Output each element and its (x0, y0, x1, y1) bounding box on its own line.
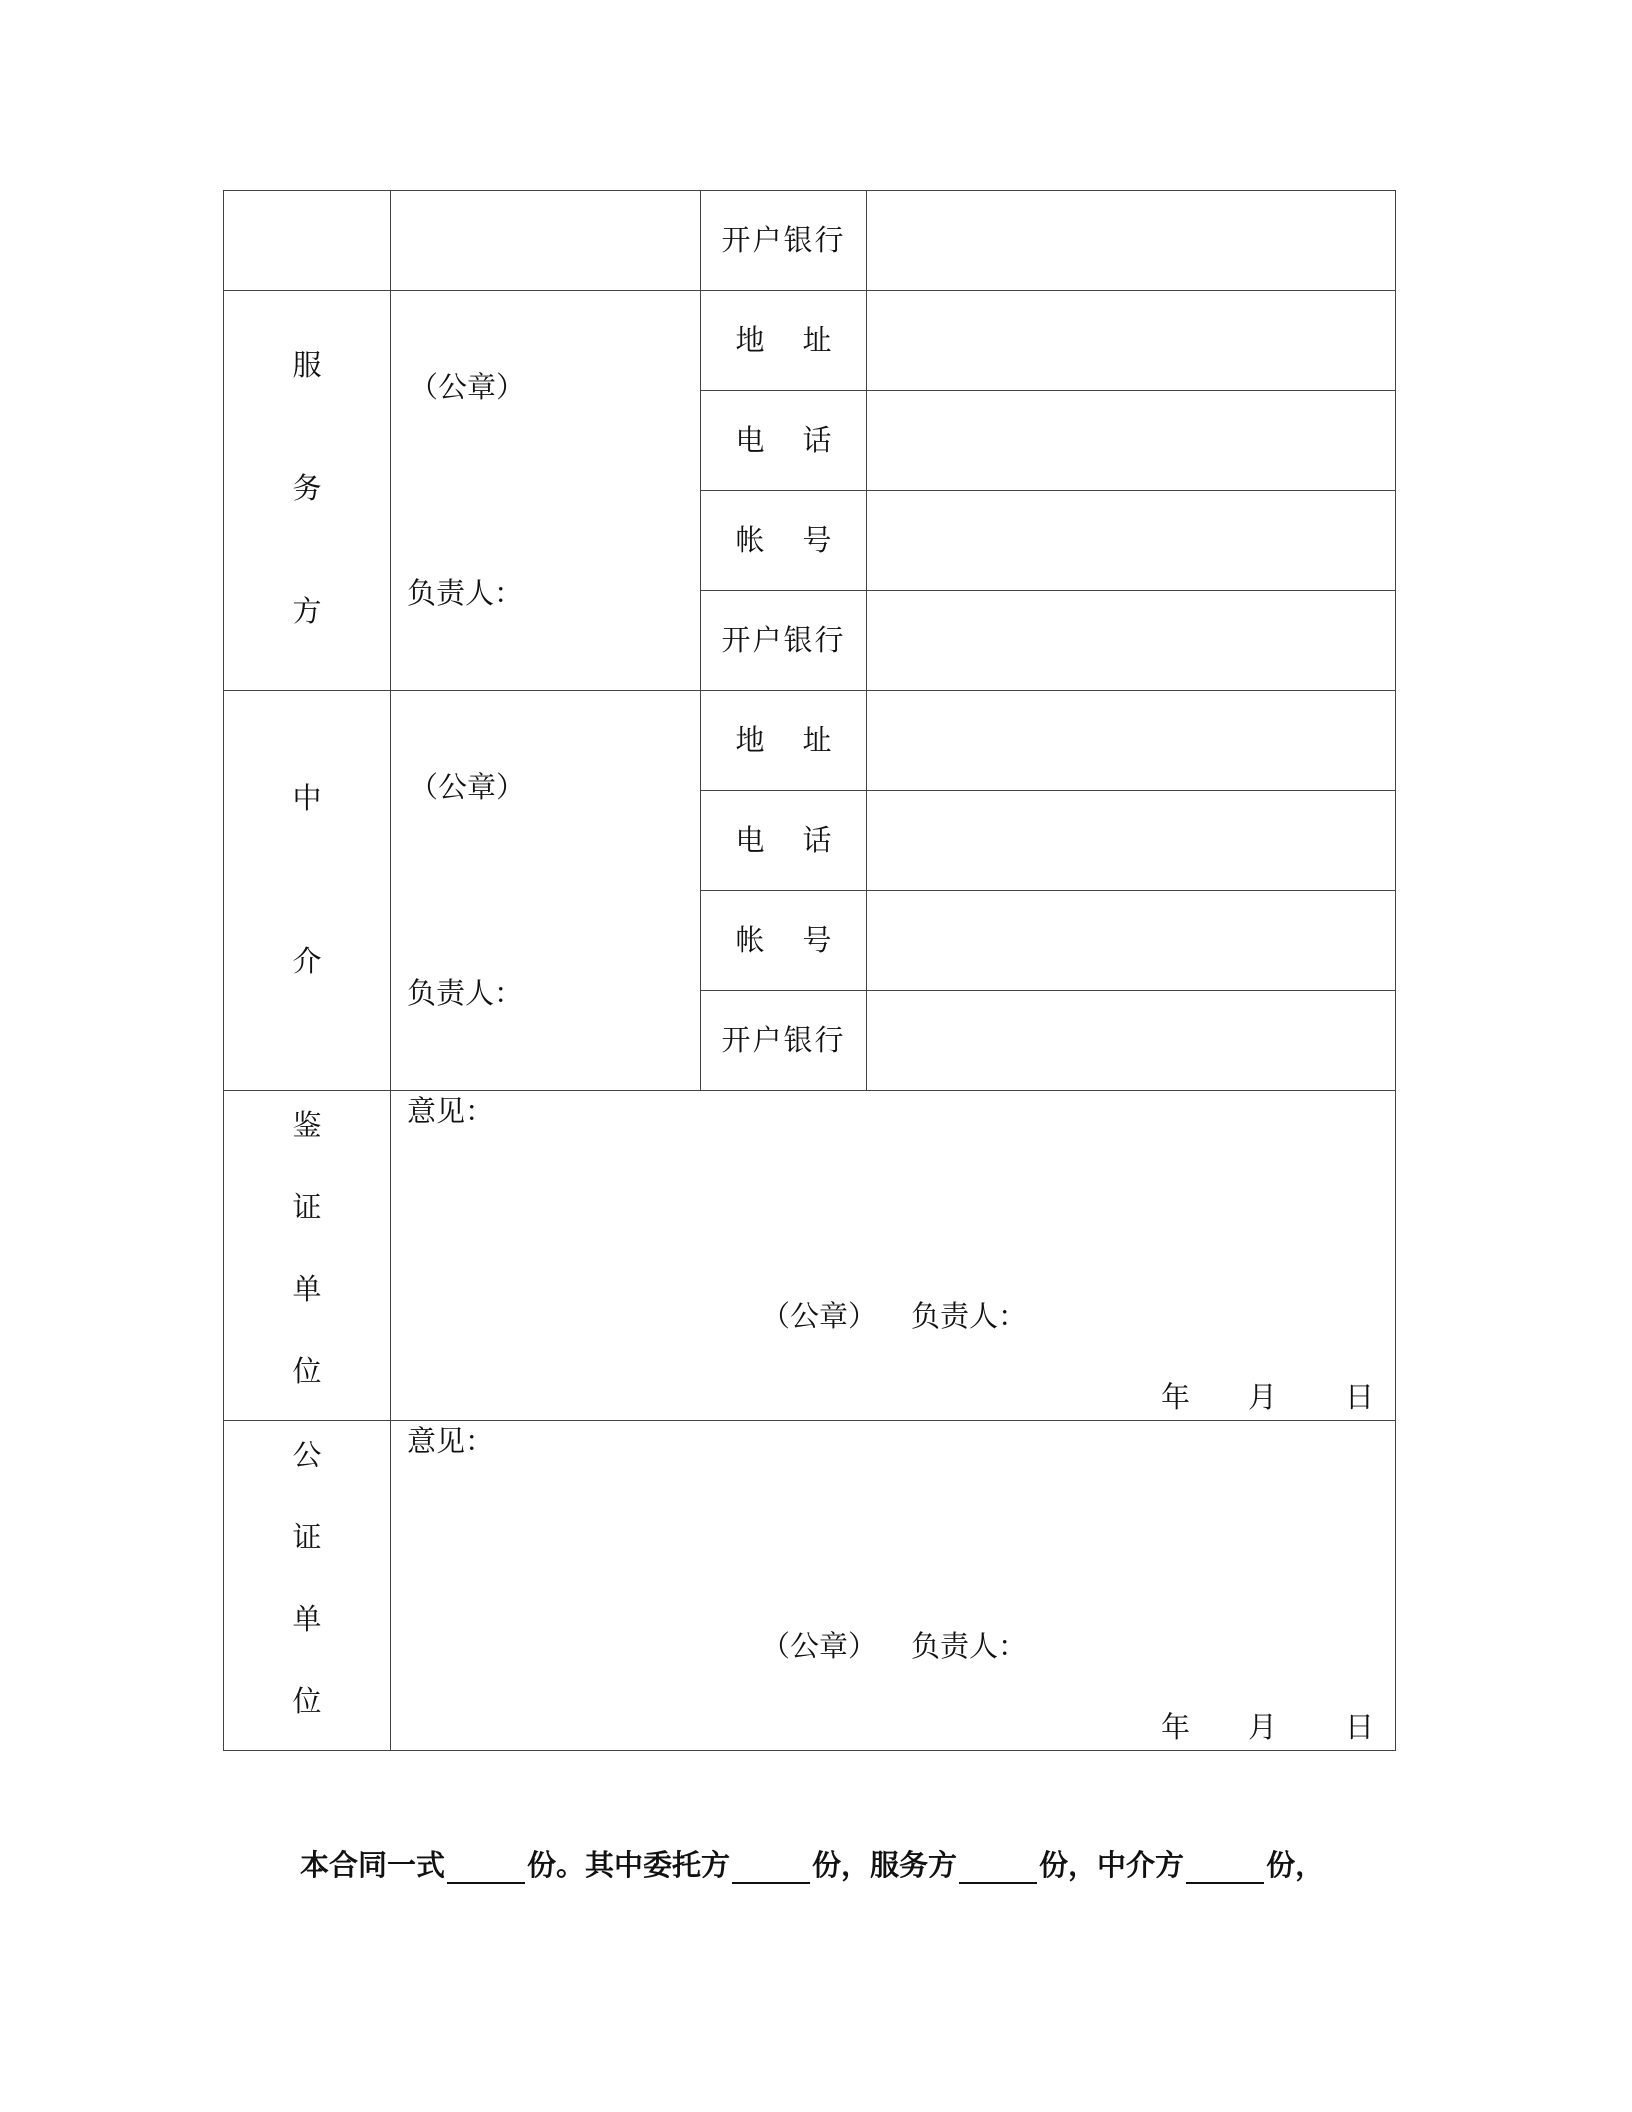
verification-unit-label-cell (224, 1091, 391, 1421)
intermediary-char: 介 (292, 944, 322, 978)
person-in-charge-label: 负责人： (407, 976, 524, 1010)
service-party-seal-cell[interactable] (391, 291, 701, 691)
table-row (224, 691, 1396, 791)
verification-opinion-cell[interactable] (391, 1091, 1396, 1421)
service-party-char: 方 (292, 594, 322, 628)
copies-text-2: 份。其中委托方 (527, 1848, 731, 1882)
month-label: 月 (1248, 1710, 1278, 1744)
service-party-char: 务 (292, 471, 322, 505)
table-row (224, 191, 1396, 291)
seal-label: （公章） (409, 770, 526, 804)
person-in-charge-label: 负责人： (911, 1299, 1028, 1333)
address-value-field[interactable] (867, 291, 1396, 391)
account-label: 帐 号 (701, 491, 867, 591)
bank-value-field[interactable] (867, 991, 1396, 1091)
notary-unit-char: 单 (292, 1602, 322, 1636)
seal-label: （公章） (761, 1629, 878, 1663)
service-party-char: 服 (292, 348, 322, 382)
bank-label: 开户银行 (701, 191, 867, 291)
copies-text-1: 本合同一式 (300, 1848, 446, 1882)
notary-unit-char: 位 (292, 1684, 322, 1718)
phone-value-field[interactable] (867, 791, 1396, 891)
phone-value-field[interactable] (867, 391, 1396, 491)
seal-label: （公章） (409, 370, 526, 404)
phone-label: 电 话 (701, 791, 867, 891)
verification-unit-char: 单 (292, 1272, 322, 1306)
bank-label: 开户银行 (701, 991, 867, 1091)
address-label: 地 址 (701, 291, 867, 391)
notary-unit-label-cell (224, 1421, 391, 1751)
intermediary-char: 中 (292, 781, 322, 815)
verification-unit-char: 证 (292, 1190, 322, 1224)
notary-unit-char: 证 (292, 1520, 322, 1554)
bank-value-field[interactable] (867, 191, 1396, 291)
copies-text-5: 份， (1266, 1848, 1325, 1882)
copies-clause (300, 1843, 1324, 1884)
person-in-charge-label: 负责人： (911, 1629, 1028, 1663)
party-label-cell-empty (224, 191, 391, 291)
service-copies-blank[interactable] (959, 1852, 1037, 1884)
person-in-charge-label: 负责人： (407, 576, 524, 610)
day-label: 日 (1345, 1380, 1375, 1414)
notary-opinion-cell[interactable] (391, 1421, 1396, 1751)
notary-unit-char: 公 (292, 1438, 322, 1472)
year-label: 年 (1161, 1380, 1191, 1414)
seal-cell-empty (391, 191, 701, 291)
table-row (224, 1421, 1396, 1751)
opinion-label: 意见： (407, 1094, 495, 1128)
service-party-label-cell (224, 291, 391, 691)
address-value-field[interactable] (867, 691, 1396, 791)
day-label: 日 (1345, 1710, 1375, 1744)
copies-text-4: 份，中介方 (1039, 1848, 1185, 1882)
opinion-label: 意见： (407, 1424, 495, 1458)
copies-text-3: 份，服务方 (812, 1848, 958, 1882)
total-copies-blank[interactable] (447, 1852, 525, 1884)
year-label: 年 (1161, 1710, 1191, 1744)
client-copies-blank[interactable] (732, 1852, 810, 1884)
signature-table (223, 190, 1396, 1751)
account-value-field[interactable] (867, 491, 1396, 591)
verification-unit-char: 位 (292, 1354, 322, 1388)
intermediary-label-cell (224, 691, 391, 1091)
month-label: 月 (1248, 1380, 1278, 1414)
bank-value-field[interactable] (867, 591, 1396, 691)
account-label: 帐 号 (701, 891, 867, 991)
account-value-field[interactable] (867, 891, 1396, 991)
bank-label: 开户银行 (701, 591, 867, 691)
table-row (224, 291, 1396, 391)
intermediary-copies-blank[interactable] (1186, 1852, 1264, 1884)
phone-label: 电 话 (701, 391, 867, 491)
verification-unit-char: 鉴 (292, 1108, 322, 1142)
intermediary-seal-cell[interactable] (391, 691, 701, 1091)
table-row (224, 1091, 1396, 1421)
seal-label: （公章） (761, 1299, 878, 1333)
address-label: 地 址 (701, 691, 867, 791)
